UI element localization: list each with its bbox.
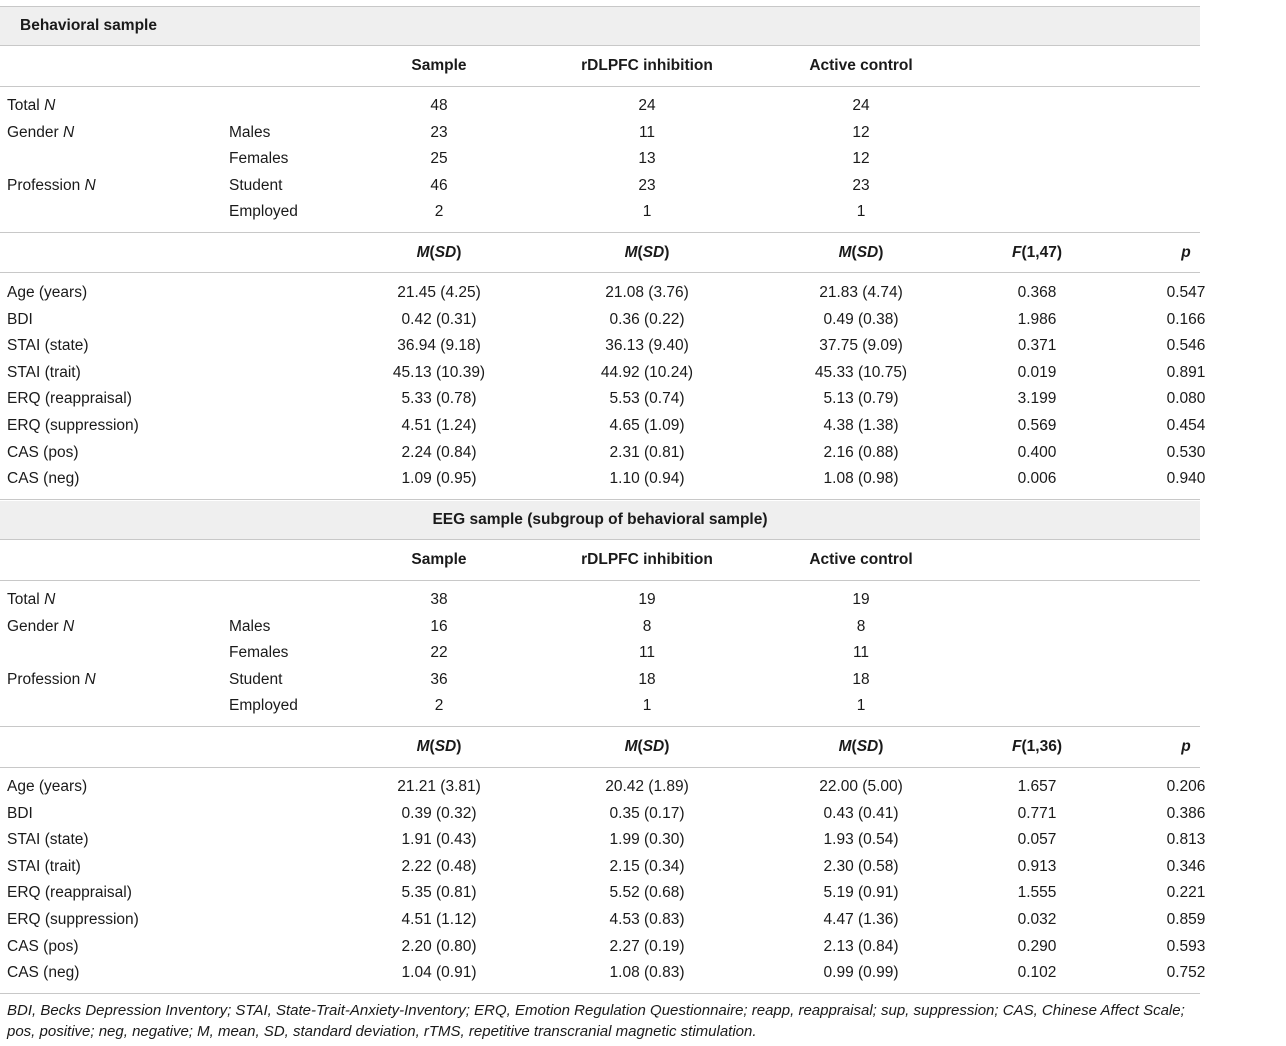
row-sublabel: Student [229,176,283,194]
table-cell: 0.006 [1017,470,1057,488]
row-label: Profession N [7,670,96,688]
table-cell: 11 [638,644,656,662]
table-cell: 0.771 [1017,804,1057,822]
table-cell: 5.53 (0.74) [609,390,685,408]
table-cell: 2.30 (0.58) [823,857,899,875]
column-header: rDLPFC inhibition [581,551,713,568]
row-label: BDI [7,804,33,822]
row-label: ERQ (suppression) [7,911,139,928]
table-cell: 20.42 (1.89) [605,778,689,795]
table-cell: 36.13 (9.40) [605,337,689,355]
stat-header-rule [0,767,1200,768]
stat-header-msd: M(SD) [624,738,670,755]
table-cell: 0.019 [1017,363,1057,381]
table-cell: 2 [434,203,444,221]
table-footnote: BDI, Becks Depression Inventory; STAI, State-Trait-Anxiety-Inventory; ERQ, Emotion Regulation Questionnaire; reapp, reappraisal; sup, suppression; CAS, Chinese Affect Scale; pos, positive; neg, negative; M, mean, SD, standard deviation, rTMS, repetitive transcranial magnetic stimulation. [7,1002,1185,1040]
table-cell: 22.00 (5.00) [819,778,903,795]
table-cell: 4.47 (1.36) [823,911,899,928]
demographics-end-rule [0,232,1200,233]
table-cell: 44.92 (10.24) [600,363,694,381]
table-cell: 46 [430,176,448,194]
table-cell: 0.39 (0.32) [401,804,477,822]
table-cell: 1.91 (0.43) [401,831,477,849]
table-cell: 1 [856,203,866,221]
table-cell: 1.986 [1017,310,1057,328]
table-cell: 21.45 (4.25) [397,284,481,301]
row-sublabel: Employed [229,203,298,221]
table-cell: 0.569 [1017,417,1057,434]
table-cell: 24 [638,97,656,114]
table-cell: 1 [856,697,866,715]
stat-header-msd: M(SD) [416,244,462,261]
table-cell: 1.09 (0.95) [401,470,477,488]
demographics-end-rule [0,726,1200,727]
row-label: STAI (trait) [7,363,81,381]
table-cell: 0.102 [1017,964,1057,982]
table-cell: 22 [430,644,448,662]
table-cell: 0.752 [1166,964,1206,982]
row-label: ERQ (suppression) [7,417,139,434]
stat-header-msd: M(SD) [624,244,670,261]
row-label: CAS (neg) [7,470,80,488]
table-cell: 0.400 [1017,443,1057,461]
table-cell: 0.346 [1166,857,1206,875]
table-cell: 2.31 (0.81) [609,443,685,461]
table-cell: 0.206 [1166,778,1206,795]
table-cell: 0.386 [1166,804,1206,822]
table-cell: 19 [852,591,870,608]
table-cell: 36 [430,670,448,688]
table-cell: 0.42 (0.31) [401,310,477,328]
table-cell: 2.24 (0.84) [401,443,477,461]
table-cell: 0.032 [1017,911,1057,928]
stat-header-msd: M(SD) [416,738,462,755]
row-label: Gender N [7,617,75,635]
table-cell: 21.21 (3.81) [397,778,481,795]
table-cell: 0.593 [1166,937,1206,955]
table-cell: 18 [852,670,870,688]
table-cell: 23 [430,123,448,141]
table-cell: 0.221 [1166,884,1206,902]
table-cell: 0.43 (0.41) [823,804,899,822]
table-cell: 0.530 [1166,443,1206,461]
table-cell: 0.35 (0.17) [609,804,685,822]
row-label: Total N [7,97,56,114]
section-divider-rule [0,499,1200,500]
section-title-rule [0,539,1200,540]
group-header-rule [0,580,1200,581]
table-cell: 25 [430,150,448,168]
table-cell: 23 [638,176,656,194]
stat-header-f: F(1,36) [1012,738,1062,755]
section-title-rule [0,45,1200,46]
row-sublabel: Males [229,123,271,141]
table-cell: 0.454 [1166,417,1206,434]
row-label: Total N [7,591,56,608]
row-label: STAI (state) [7,831,89,849]
table-cell: 4.51 (1.12) [401,911,477,928]
table-cell: 2.15 (0.34) [609,857,685,875]
table-cell: 4.51 (1.24) [401,417,477,434]
row-label: CAS (pos) [7,937,79,955]
stat-header-f: F(1,47) [1012,244,1062,261]
group-header-rule [0,86,1200,87]
stat-header-p: p [1181,738,1191,755]
table-cell: 0.813 [1166,831,1206,849]
row-label: STAI (state) [7,337,89,355]
table-cell: 0.166 [1166,310,1206,328]
table-cell: 3.199 [1017,390,1057,408]
table-cell: 19 [638,591,656,608]
row-sublabel: Males [229,617,271,635]
stat-header-rule [0,272,1200,273]
row-label: CAS (pos) [7,443,79,461]
table-cell: 0.290 [1017,937,1057,955]
table-cell: 2.16 (0.88) [823,443,899,461]
table-cell: 48 [430,97,448,114]
table-cell: 0.547 [1166,284,1206,301]
table-cell: 1.10 (0.94) [609,470,685,488]
table-cell: 0.891 [1166,363,1206,381]
table-top-rule [0,6,1200,7]
table-cell: 5.33 (0.78) [401,390,477,408]
table-cell: 0.368 [1017,284,1057,301]
section-title: EEG sample (subgroup of behavioral sample) [432,511,768,528]
row-label: ERQ (reappraisal) [7,884,132,902]
table-cell: 5.13 (0.79) [823,390,899,408]
table-cell: 45.33 (10.75) [814,363,908,381]
row-sublabel: Females [229,150,289,168]
section-title-band [0,7,1200,45]
row-label: ERQ (reappraisal) [7,390,132,408]
table-cell: 5.35 (0.81) [401,884,477,902]
table-cell: 36.94 (9.18) [397,337,481,355]
row-label: Gender N [7,123,75,141]
row-label: Age (years) [7,284,88,301]
table-cell: 0.36 (0.22) [609,310,685,328]
table-cell: 2.27 (0.19) [609,937,685,955]
section-title: Behavioral sample [20,17,157,34]
table-cell: 0.940 [1166,470,1206,488]
row-label: Profession N [7,176,96,194]
table-cell: 23 [852,176,870,194]
table-bottom-rule [0,993,1200,994]
stat-header-msd: M(SD) [838,738,884,755]
table-cell: 0.080 [1166,390,1206,408]
table-cell: 5.19 (0.91) [823,884,899,902]
table-cell: 4.65 (1.09) [609,417,685,434]
table-cell: 0.913 [1017,857,1057,875]
table-cell: 37.75 (9.09) [819,337,903,355]
table-cell: 1.04 (0.91) [401,964,477,982]
row-label: Age (years) [7,778,88,795]
table-cell: 1.555 [1017,884,1057,902]
table-cell: 1.99 (0.30) [609,831,685,849]
table-cell: 11 [638,123,656,141]
table-cell: 2 [434,697,444,715]
table-cell: 0.49 (0.38) [823,310,899,328]
column-header: Sample [411,551,467,568]
row-label: STAI (trait) [7,857,81,875]
table-cell: 12 [852,150,870,168]
table-cell: 2.22 (0.48) [401,857,477,875]
table-cell: 18 [638,670,656,688]
table-cell: 45.13 (10.39) [392,363,486,381]
table-cell: 1.08 (0.83) [609,964,685,982]
table-cell: 8 [856,617,866,635]
table-cell: 24 [852,97,870,114]
row-label: BDI [7,310,33,328]
row-sublabel: Student [229,670,283,688]
table-cell: 12 [852,123,870,141]
table-cell: 4.38 (1.38) [823,417,899,434]
column-header: Sample [411,57,467,74]
column-header: rDLPFC inhibition [581,57,713,74]
table-cell: 38 [430,591,448,608]
table-cell: 1 [642,697,652,715]
table-cell: 1.08 (0.98) [823,470,899,488]
column-header: Active control [809,57,913,74]
stat-header-p: p [1181,244,1191,261]
table-cell: 0.371 [1017,337,1057,355]
table-cell: 0.057 [1017,831,1057,849]
stat-header-msd: M(SD) [838,244,884,261]
table-cell: 8 [642,617,652,635]
table-cell: 0.546 [1166,337,1206,355]
table-cell: 13 [638,150,656,168]
table-cell: 4.53 (0.83) [609,911,685,928]
table-cell: 21.83 (4.74) [819,284,903,301]
table-cell: 1.93 (0.54) [823,831,899,849]
table-cell: 5.52 (0.68) [609,884,685,902]
row-sublabel: Employed [229,697,298,715]
table-cell: 21.08 (3.76) [605,284,689,301]
row-label: CAS (neg) [7,964,80,982]
table-cell: 1 [642,203,652,221]
table-cell: 16 [430,617,448,635]
table-cell: 11 [852,644,870,662]
table-cell: 0.859 [1166,911,1206,928]
table-cell: 0.99 (0.99) [823,964,899,982]
row-sublabel: Females [229,644,289,662]
column-header: Active control [809,551,913,568]
table-cell: 1.657 [1017,778,1057,795]
table-cell: 2.20 (0.80) [401,937,477,955]
table-cell: 2.13 (0.84) [823,937,899,955]
